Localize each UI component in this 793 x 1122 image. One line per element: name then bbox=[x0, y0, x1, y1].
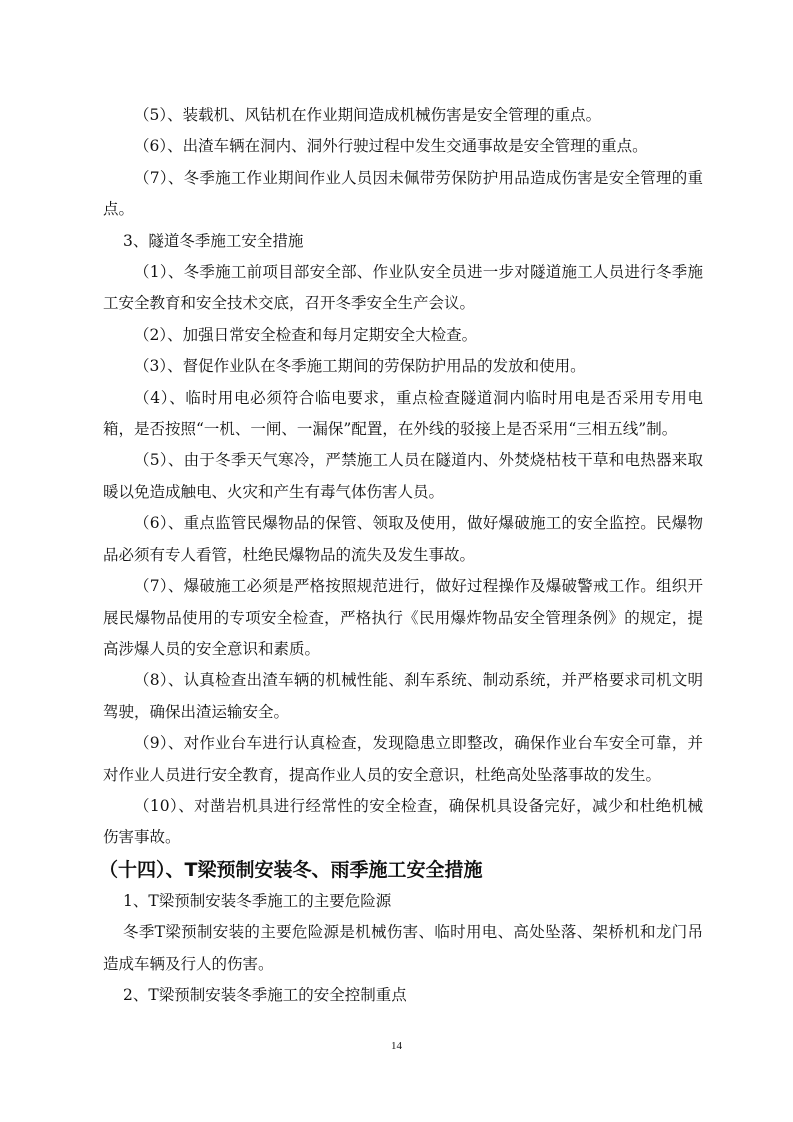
measure-7-blasting: （7）、爆破施工必须是严格按照规范进行，做好过程操作及爆破警戒工作。组织开展民爆物品使用的专项安全检查，严格执行《民用爆炸物品安全管理条例》的规定，提高涉爆人员的安全意识和素质。 bbox=[103, 577, 703, 658]
measure-3-protective-supplies: （3）、督促作业队在冬季施工期间的劳保防护用品的发放和使用。 bbox=[134, 357, 586, 376]
section-heading-t-beam: （十四）、T梁预制安装冬、雨季施工安全措施 bbox=[99, 858, 483, 881]
measure-4-temporary-power: （4）、临时用电必须符合临电要求，重点检查隧道洞内临时用电是否采用专用电箱，是否按照“一机、一闸、一漏保”配置，在外线的驳接上是否采用“三相五线”制。 bbox=[103, 388, 703, 439]
measure-8-vehicle-checks: （8）、认真检查出渣车辆的机械性能、刹车系统、制动系统，并严格要求司机文明驾驶，确保出渣运输安全。 bbox=[103, 671, 703, 721]
subheading-tunnel-winter-measures: 3、隧道冬季施工安全措施 bbox=[123, 231, 304, 250]
measure-10-rock-drills: （10）、对凿岩机具进行经常性的安全检查，确保机具设备完好，减少和杜绝机械伤害事故。 bbox=[103, 796, 703, 847]
paragraph-5-loader-driller: （5）、装载机、风钻机在作业期间造成机械伤害是安全管理的重点。 bbox=[134, 106, 602, 124]
measure-9-work-trolley: （9）、对作业台车进行认真检查，发现隐患立即整改，确保作业台车安全可靠，并对作业人员进行安全教育，提高作业人员的安全意识，杜绝高处坠落事故的发生。 bbox=[103, 734, 703, 784]
measure-6-explosives-custody: （6）、重点监管民爆物品的保管、领取及使用，做好爆破施工的安全监控。民爆物品必须有专人看管，杜绝民爆物品的流失及发生事故。 bbox=[103, 514, 703, 564]
measure-1-safety-education: （1）、冬季施工前项目部安全部、作业队安全员进一步对隧道施工人员进行冬季施工安全教育和安全技术交底，召开冬季安全生产会议。 bbox=[103, 263, 703, 313]
paragraph-6-muck-vehicles: （6）、出渣车辆在洞内、洞外行驶过程中发生交通事故是安全管理的重点。 bbox=[134, 137, 648, 156]
paragraph-7-protective-gear: （7）、冬季施工作业期间作业人员因未佩带劳保防护用品造成伤害是安全管理的重点。 bbox=[103, 168, 703, 219]
paragraph-t-beam-hazards: 冬季T梁预制安装的主要危险源是机械伤害、临时用电、高处坠落、架桥机和龙门吊造成车辆及行人的伤害。 bbox=[103, 923, 703, 973]
page-number: 14 bbox=[391, 1040, 402, 1052]
measure-5-heating-ban: （5）、由于冬季天气寒冷，严禁施工人员在隧道内、外焚烧枯枝干草和电热器来取暖以免造成触电、火灾和产生有毒气体伤害人员。 bbox=[103, 451, 703, 501]
page-content bbox=[99, 100, 703, 1011]
measure-2-inspections: （2）、加强日常安全检查和每月定期安全大检查。 bbox=[134, 325, 478, 344]
subheading-t-beam-control: 2、T梁预制安装冬季施工的安全控制重点 bbox=[123, 985, 407, 1004]
subheading-t-beam-hazards: 1、T梁预制安装冬季施工的主要危险源 bbox=[123, 891, 392, 910]
